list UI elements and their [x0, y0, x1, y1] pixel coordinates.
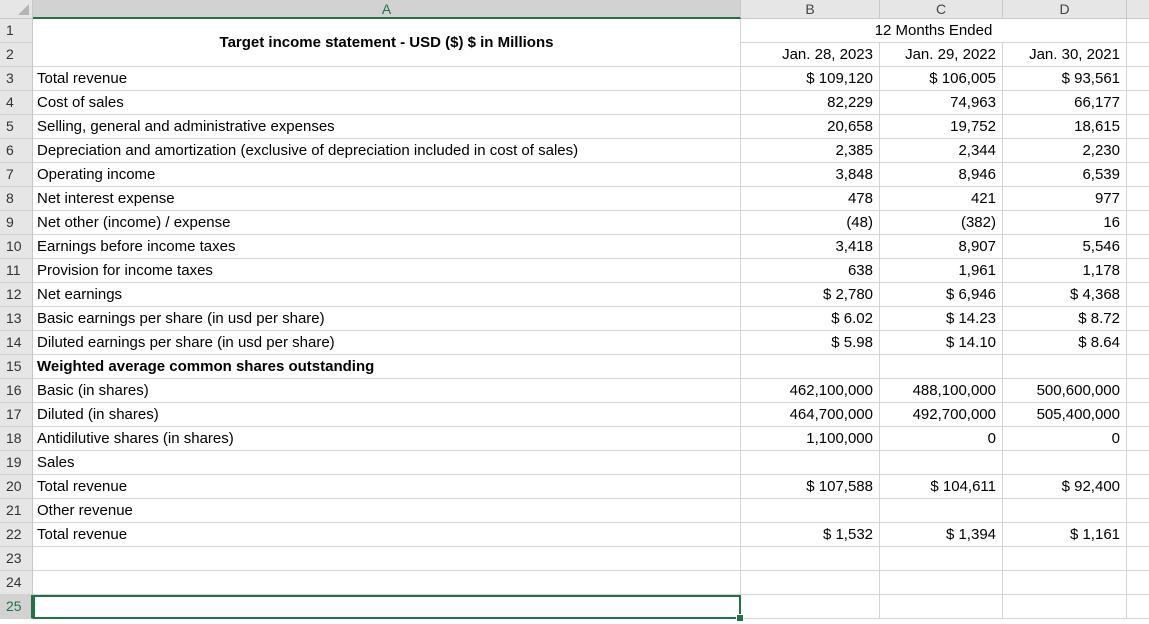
value-cell-d13[interactable]: $ 8.72 — [1003, 307, 1127, 331]
value-cell-c6[interactable]: 2,344 — [880, 139, 1003, 163]
value-cell-b12[interactable]: $ 2,780 — [741, 283, 880, 307]
value-cell-d24[interactable] — [1003, 571, 1127, 595]
cell-e22[interactable] — [1127, 523, 1149, 547]
row-header-19[interactable]: 19 — [0, 451, 33, 475]
value-cell-c4[interactable]: 74,963 — [880, 91, 1003, 115]
row-header-11[interactable]: 11 — [0, 259, 33, 283]
row-label-15[interactable]: Weighted average common shares outstanding — [33, 355, 741, 379]
value-cell-c25[interactable] — [880, 595, 1003, 619]
row-label-20[interactable]: Total revenue — [33, 475, 741, 499]
value-cell-b13[interactable]: $ 6.02 — [741, 307, 880, 331]
column-header-d[interactable]: D — [1003, 0, 1127, 19]
row-label-8[interactable]: Net interest expense — [33, 187, 741, 211]
row-header-5[interactable]: 5 — [0, 115, 33, 139]
row-label-24[interactable] — [33, 571, 741, 595]
value-cell-b17[interactable]: 464,700,000 — [741, 403, 880, 427]
cell-e19[interactable] — [1127, 451, 1149, 475]
row-header-23[interactable]: 23 — [0, 547, 33, 571]
value-cell-c11[interactable]: 1,961 — [880, 259, 1003, 283]
value-cell-b23[interactable] — [741, 547, 880, 571]
column-header-e[interactable] — [1127, 0, 1149, 19]
row-label-22[interactable]: Total revenue — [33, 523, 741, 547]
value-cell-c23[interactable] — [880, 547, 1003, 571]
row-label-16[interactable]: Basic (in shares) — [33, 379, 741, 403]
row-label-19[interactable]: Sales — [33, 451, 741, 475]
row-header-8[interactable]: 8 — [0, 187, 33, 211]
cell-e1[interactable] — [1127, 19, 1149, 43]
value-cell-c13[interactable]: $ 14.23 — [880, 307, 1003, 331]
cell-e24[interactable] — [1127, 571, 1149, 595]
value-cell-b7[interactable]: 3,848 — [741, 163, 880, 187]
cell-e9[interactable] — [1127, 211, 1149, 235]
value-cell-d7[interactable]: 6,539 — [1003, 163, 1127, 187]
row-label-4[interactable]: Cost of sales — [33, 91, 741, 115]
row-label-5[interactable]: Selling, general and administrative expenses — [33, 115, 741, 139]
row-label-9[interactable]: Net other (income) / expense — [33, 211, 741, 235]
value-cell-c18[interactable]: 0 — [880, 427, 1003, 451]
value-cell-d22[interactable]: $ 1,161 — [1003, 523, 1127, 547]
row-label-12[interactable]: Net earnings — [33, 283, 741, 307]
row-header-3[interactable]: 3 — [0, 67, 33, 91]
value-cell-d14[interactable]: $ 8.64 — [1003, 331, 1127, 355]
row-label-17[interactable]: Diluted (in shares) — [33, 403, 741, 427]
row-header-6[interactable]: 6 — [0, 139, 33, 163]
row-header-25[interactable]: 25 — [0, 595, 33, 619]
value-cell-c8[interactable]: 421 — [880, 187, 1003, 211]
cell-e12[interactable] — [1127, 283, 1149, 307]
value-cell-d18[interactable]: 0 — [1003, 427, 1127, 451]
cell-e2[interactable] — [1127, 43, 1149, 67]
value-cell-d16[interactable]: 500,600,000 — [1003, 379, 1127, 403]
value-cell-d12[interactable]: $ 4,368 — [1003, 283, 1127, 307]
value-cell-c12[interactable]: $ 6,946 — [880, 283, 1003, 307]
value-cell-c16[interactable]: 488,100,000 — [880, 379, 1003, 403]
value-cell-b22[interactable]: $ 1,532 — [741, 523, 880, 547]
row-header-13[interactable]: 13 — [0, 307, 33, 331]
cell-e23[interactable] — [1127, 547, 1149, 571]
row-header-20[interactable]: 20 — [0, 475, 33, 499]
value-cell-d23[interactable] — [1003, 547, 1127, 571]
date-header-d[interactable]: Jan. 30, 2021 — [1003, 43, 1127, 67]
value-cell-c7[interactable]: 8,946 — [880, 163, 1003, 187]
row-header-2[interactable]: 2 — [0, 43, 33, 67]
row-label-6[interactable]: Depreciation and amortization (exclusive of depreciation included in cost of sales) — [33, 139, 741, 163]
row-header-4[interactable]: 4 — [0, 91, 33, 115]
value-cell-b16[interactable]: 462,100,000 — [741, 379, 880, 403]
cell-e14[interactable] — [1127, 331, 1149, 355]
value-cell-b20[interactable]: $ 107,588 — [741, 475, 880, 499]
row-label-3[interactable]: Total revenue — [33, 67, 741, 91]
value-cell-c14[interactable]: $ 14.10 — [880, 331, 1003, 355]
row-header-1[interactable]: 1 — [0, 19, 33, 43]
cell-e3[interactable] — [1127, 67, 1149, 91]
row-header-22[interactable]: 22 — [0, 523, 33, 547]
row-label-14[interactable]: Diluted earnings per share (in usd per share) — [33, 331, 741, 355]
value-cell-c20[interactable]: $ 104,611 — [880, 475, 1003, 499]
row-label-13[interactable]: Basic earnings per share (in usd per share) — [33, 307, 741, 331]
value-cell-d6[interactable]: 2,230 — [1003, 139, 1127, 163]
row-header-12[interactable]: 12 — [0, 283, 33, 307]
value-cell-d3[interactable]: $ 93,561 — [1003, 67, 1127, 91]
value-cell-c5[interactable]: 19,752 — [880, 115, 1003, 139]
column-header-b[interactable]: B — [741, 0, 880, 19]
value-cell-d15[interactable] — [1003, 355, 1127, 379]
row-header-21[interactable]: 21 — [0, 499, 33, 523]
active-cell-selection[interactable] — [33, 595, 741, 619]
cell-e6[interactable] — [1127, 139, 1149, 163]
value-cell-d17[interactable]: 505,400,000 — [1003, 403, 1127, 427]
column-header-a[interactable]: A — [33, 0, 741, 19]
value-cell-d11[interactable]: 1,178 — [1003, 259, 1127, 283]
value-cell-b11[interactable]: 638 — [741, 259, 880, 283]
row-label-21[interactable]: Other revenue — [33, 499, 741, 523]
row-header-18[interactable]: 18 — [0, 427, 33, 451]
value-cell-d4[interactable]: 66,177 — [1003, 91, 1127, 115]
row-header-10[interactable]: 10 — [0, 235, 33, 259]
value-cell-b25[interactable] — [741, 595, 880, 619]
row-label-7[interactable]: Operating income — [33, 163, 741, 187]
row-label-23[interactable] — [33, 547, 741, 571]
value-cell-d9[interactable]: 16 — [1003, 211, 1127, 235]
cell-e8[interactable] — [1127, 187, 1149, 211]
cell-e13[interactable] — [1127, 307, 1149, 331]
value-cell-d19[interactable] — [1003, 451, 1127, 475]
value-cell-b19[interactable] — [741, 451, 880, 475]
row-header-7[interactable]: 7 — [0, 163, 33, 187]
row-header-24[interactable]: 24 — [0, 571, 33, 595]
cell-e17[interactable] — [1127, 403, 1149, 427]
row-label-18[interactable]: Antidilutive shares (in shares) — [33, 427, 741, 451]
date-header-b[interactable]: Jan. 28, 2023 — [741, 43, 880, 67]
column-header-c[interactable]: C — [880, 0, 1003, 19]
fill-handle[interactable] — [736, 614, 744, 622]
cell-e4[interactable] — [1127, 91, 1149, 115]
date-header-c[interactable]: Jan. 29, 2022 — [880, 43, 1003, 67]
value-cell-b9[interactable]: (48) — [741, 211, 880, 235]
period-header[interactable]: 12 Months Ended — [741, 19, 1127, 43]
value-cell-b3[interactable]: $ 109,120 — [741, 67, 880, 91]
cell-e21[interactable] — [1127, 499, 1149, 523]
cell-e11[interactable] — [1127, 259, 1149, 283]
value-cell-b15[interactable] — [741, 355, 880, 379]
value-cell-b14[interactable]: $ 5.98 — [741, 331, 880, 355]
value-cell-d8[interactable]: 977 — [1003, 187, 1127, 211]
value-cell-c24[interactable] — [880, 571, 1003, 595]
row-label-11[interactable]: Provision for income taxes — [33, 259, 741, 283]
select-all-icon — [18, 4, 29, 15]
value-cell-c15[interactable] — [880, 355, 1003, 379]
value-cell-c21[interactable] — [880, 499, 1003, 523]
cell-e25[interactable] — [1127, 595, 1149, 619]
value-cell-d20[interactable]: $ 92,400 — [1003, 475, 1127, 499]
row-label-10[interactable]: Earnings before income taxes — [33, 235, 741, 259]
value-cell-c10[interactable]: 8,907 — [880, 235, 1003, 259]
cell-e7[interactable] — [1127, 163, 1149, 187]
value-cell-d10[interactable]: 5,546 — [1003, 235, 1127, 259]
cell-e10[interactable] — [1127, 235, 1149, 259]
cell-e5[interactable] — [1127, 115, 1149, 139]
value-cell-b24[interactable] — [741, 571, 880, 595]
value-cell-b6[interactable]: 2,385 — [741, 139, 880, 163]
value-cell-b8[interactable]: 478 — [741, 187, 880, 211]
value-cell-c9[interactable]: (382) — [880, 211, 1003, 235]
row-header-9[interactable]: 9 — [0, 211, 33, 235]
row-header-16[interactable]: 16 — [0, 379, 33, 403]
value-cell-b18[interactable]: 1,100,000 — [741, 427, 880, 451]
row-header-17[interactable]: 17 — [0, 403, 33, 427]
value-cell-b10[interactable]: 3,418 — [741, 235, 880, 259]
row-header-14[interactable]: 14 — [0, 331, 33, 355]
value-cell-b21[interactable] — [741, 499, 880, 523]
cell-e16[interactable] — [1127, 379, 1149, 403]
cell-e18[interactable] — [1127, 427, 1149, 451]
statement-title[interactable]: Target income statement - USD ($) $ in Millions — [33, 19, 741, 67]
cell-e15[interactable] — [1127, 355, 1149, 379]
value-cell-d5[interactable]: 18,615 — [1003, 115, 1127, 139]
value-cell-b4[interactable]: 82,229 — [741, 91, 880, 115]
value-cell-d21[interactable] — [1003, 499, 1127, 523]
value-cell-c3[interactable]: $ 106,005 — [880, 67, 1003, 91]
cell-e20[interactable] — [1127, 475, 1149, 499]
value-cell-b5[interactable]: 20,658 — [741, 115, 880, 139]
row-header-15[interactable]: 15 — [0, 355, 33, 379]
value-cell-c22[interactable]: $ 1,394 — [880, 523, 1003, 547]
value-cell-c17[interactable]: 492,700,000 — [880, 403, 1003, 427]
value-cell-d25[interactable] — [1003, 595, 1127, 619]
select-all-button[interactable] — [0, 0, 33, 19]
value-cell-c19[interactable] — [880, 451, 1003, 475]
